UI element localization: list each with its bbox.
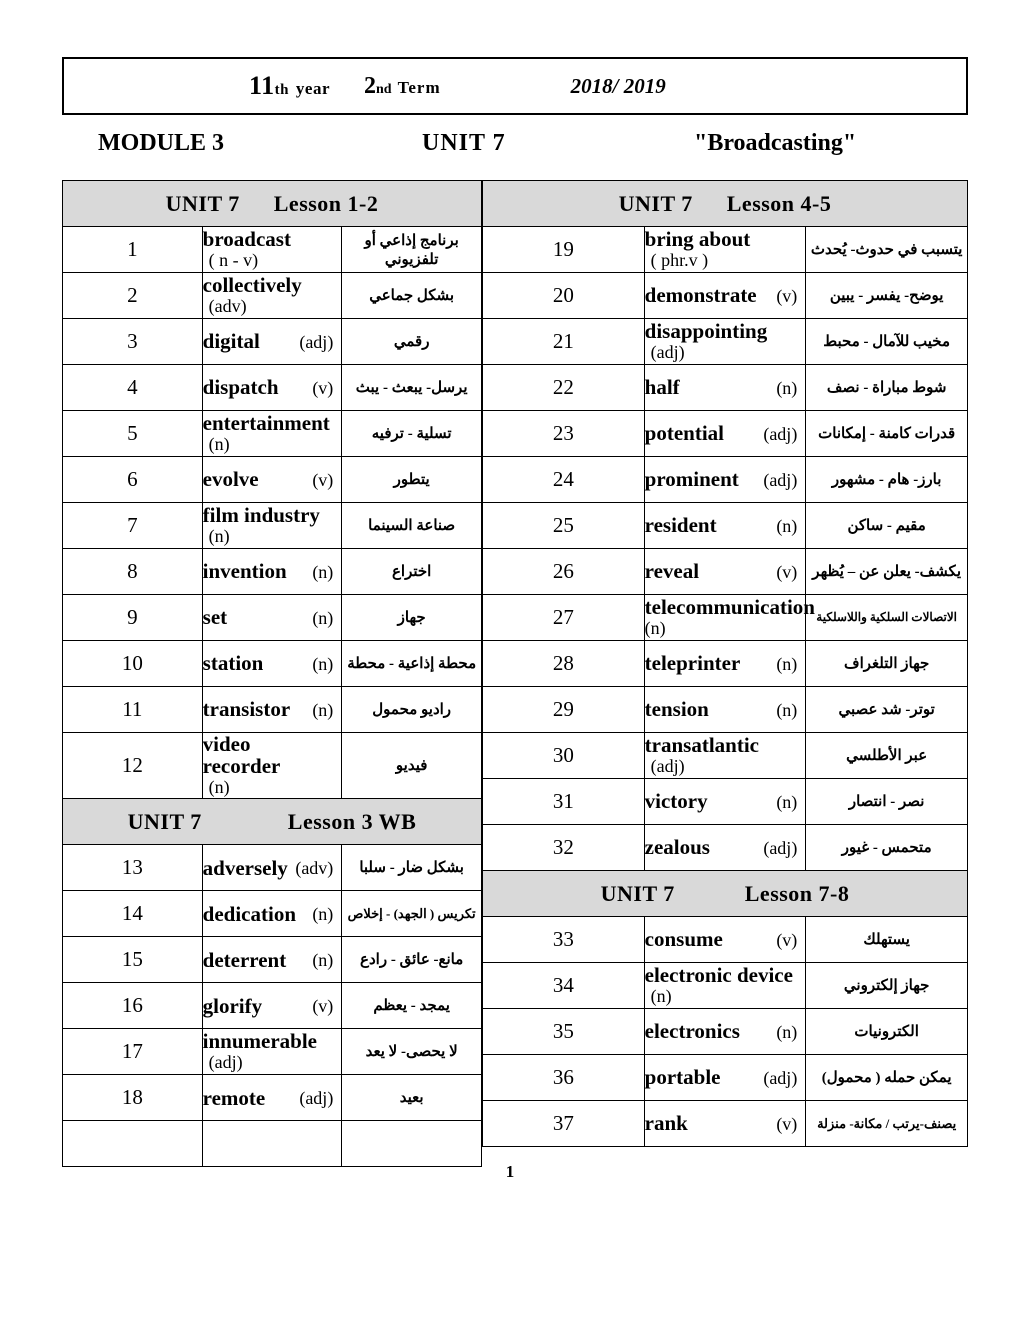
table-row	[63, 641, 482, 687]
row-word	[644, 594, 815, 641]
row-arabic: مقيم - ساكن	[806, 503, 968, 549]
word-english: potential	[644, 421, 724, 446]
row-word	[202, 273, 342, 319]
row-number: 11	[63, 687, 203, 733]
row-number: 29	[483, 687, 645, 733]
row-arabic: توتر- شد عصبي	[806, 687, 968, 733]
row-arabic: جهاز	[342, 595, 482, 641]
word-english: tension	[644, 697, 709, 722]
row-number: 33	[483, 917, 645, 963]
table-row	[483, 963, 968, 1009]
word-pos: ( n - v)	[208, 250, 259, 271]
word-english: invention	[202, 559, 287, 584]
table-row	[63, 365, 482, 411]
table-row	[63, 457, 482, 503]
row-number: 1	[63, 227, 203, 273]
table-row	[63, 1029, 482, 1075]
row-word	[644, 687, 806, 733]
row-arabic: يوضح- يفسر - يبين	[806, 273, 968, 319]
word-pos: (adj)	[208, 1052, 243, 1073]
row-arabic: مانع- عائق - رادع	[342, 937, 482, 983]
row-number: 27	[483, 595, 645, 641]
row-number: 32	[483, 825, 645, 871]
section-unit-label: UNIT 7	[618, 190, 693, 216]
word-english: evolve	[202, 467, 259, 492]
row-arabic: متحمس - غيور	[806, 825, 968, 871]
row-word	[644, 457, 806, 503]
row-word	[644, 641, 806, 687]
row-arabic: بشكل جماعي	[342, 273, 482, 319]
word-pos: (n)	[776, 699, 798, 720]
word-english: zealous	[644, 835, 710, 860]
table-row	[483, 319, 968, 365]
word-pos: (n)	[776, 791, 798, 812]
table-row	[483, 411, 968, 457]
row-word	[644, 503, 806, 549]
table-row	[483, 1055, 968, 1101]
table-row	[483, 641, 968, 687]
table-row	[483, 503, 968, 549]
word-english: disappointing	[644, 318, 768, 343]
table-row	[63, 227, 482, 273]
section-lesson-label: Lesson 1-2	[273, 190, 379, 216]
word-english: dedication	[202, 901, 296, 926]
word-english: consume	[644, 927, 723, 952]
row-number: 35	[483, 1009, 645, 1055]
word-english: resident	[644, 513, 717, 538]
row-number: 25	[483, 503, 645, 549]
row-word	[202, 1121, 342, 1167]
table-row	[63, 1075, 482, 1121]
table-row	[63, 549, 482, 595]
section-header-row	[483, 871, 968, 917]
row-number: 9	[63, 595, 203, 641]
row-number: 5	[63, 411, 203, 457]
row-word	[644, 733, 806, 779]
row-arabic: الكترونيات	[806, 1009, 968, 1055]
word-english: film industry	[202, 502, 320, 527]
word-pos: (adj)	[650, 342, 685, 363]
row-word	[202, 1029, 342, 1075]
row-arabic: بارز- هام - مشهور	[806, 457, 968, 503]
section-lesson-label: Lesson 3 WB	[287, 808, 417, 834]
word-pos: (adj)	[299, 331, 334, 352]
row-word	[644, 779, 806, 825]
row-word	[644, 963, 806, 1009]
row-word	[202, 937, 342, 983]
word-pos: (n)	[208, 526, 230, 547]
row-arabic: رقمي	[342, 319, 482, 365]
row-arabic: عبر الأطلسي	[806, 733, 968, 779]
row-number: 8	[63, 549, 203, 595]
word-pos: (n)	[312, 949, 334, 970]
table-row	[483, 687, 968, 733]
row-number: 34	[483, 963, 645, 1009]
row-word	[202, 595, 342, 641]
row-arabic: اختراع	[342, 549, 482, 595]
word-pos: (v)	[312, 377, 334, 398]
row-arabic: يمكن حمله ( محمول)	[806, 1055, 968, 1101]
row-number: 2	[63, 273, 203, 319]
row-number: 26	[483, 549, 645, 595]
section-header-row	[63, 181, 482, 227]
row-word	[202, 411, 342, 457]
word-pos: (n)	[776, 515, 798, 536]
row-number: 21	[483, 319, 645, 365]
row-number: 37	[483, 1101, 645, 1147]
row-number: 17	[63, 1029, 203, 1075]
section-unit-label: UNIT 7	[165, 190, 240, 216]
row-number: 14	[63, 891, 203, 937]
row-number: 31	[483, 779, 645, 825]
row-number	[63, 1121, 203, 1167]
row-arabic: الاتصالات السلكية واللاسلكية	[806, 595, 968, 641]
row-word	[202, 319, 342, 365]
word-english: digital	[202, 329, 260, 354]
table-row	[483, 365, 968, 411]
table-row	[63, 937, 482, 983]
word-pos: (n)	[312, 561, 334, 582]
word-english: transatlantic	[644, 732, 759, 757]
row-number: 36	[483, 1055, 645, 1101]
row-number: 19	[483, 227, 645, 273]
table-row	[63, 319, 482, 365]
row-word	[202, 549, 342, 595]
row-number: 20	[483, 273, 645, 319]
row-arabic: جهاز إلكتروني	[806, 963, 968, 1009]
word-pos: (n)	[312, 903, 334, 924]
word-pos: (adj)	[763, 469, 798, 490]
section-lesson-label: Lesson 4-5	[726, 190, 832, 216]
row-arabic: راديو محمول	[342, 687, 482, 733]
row-number: 28	[483, 641, 645, 687]
row-arabic: برنامج إذاعي أو تلفزيوني	[342, 227, 482, 273]
row-word	[202, 457, 342, 503]
row-arabic: يستهلك	[806, 917, 968, 963]
row-word	[202, 503, 342, 549]
row-arabic: قدرات كامنة - إمكانات	[806, 411, 968, 457]
row-word	[202, 845, 342, 891]
word-english: innumerable	[202, 1029, 317, 1054]
table-row	[63, 503, 482, 549]
table-row	[483, 457, 968, 503]
row-arabic: نصر - انتصار	[806, 779, 968, 825]
word-english: transistor	[202, 697, 291, 722]
table-row	[483, 917, 968, 963]
word-english: video recorder	[202, 732, 281, 779]
row-arabic: محطة إذاعية - محطة	[342, 641, 482, 687]
table-row	[63, 273, 482, 319]
table-row	[63, 595, 482, 641]
term-label	[364, 73, 441, 100]
word-english: broadcast	[202, 226, 291, 251]
word-pos: ( phr.v )	[650, 250, 709, 271]
word-english: teleprinter	[644, 651, 741, 676]
row-word	[644, 319, 806, 365]
row-word	[202, 227, 342, 273]
row-number: 22	[483, 365, 645, 411]
row-arabic: بشكل ضار - سلبا	[342, 845, 482, 891]
row-arabic: تسلية - ترفيه	[342, 411, 482, 457]
row-number: 7	[63, 503, 203, 549]
word-english: reveal	[644, 559, 700, 584]
word-english: victory	[644, 789, 708, 814]
word-pos: (n)	[312, 699, 334, 720]
row-arabic: يمجد - يعظم	[342, 983, 482, 1029]
word-english: remote	[202, 1085, 266, 1110]
topic-title: "Broadcasting"	[694, 130, 857, 156]
word-pos: (v)	[776, 285, 798, 306]
term-suffix: nd	[376, 81, 392, 97]
table-row	[63, 411, 482, 457]
word-pos: (adv)	[208, 296, 247, 317]
table-row-empty	[63, 1121, 482, 1167]
word-english: adversely	[202, 855, 288, 880]
word-english: set	[202, 605, 228, 630]
word-english: bring about	[644, 226, 751, 251]
word-english: electronics	[644, 1019, 740, 1044]
row-number: 4	[63, 365, 203, 411]
row-arabic: مخيب للآمال - محبط	[806, 319, 968, 365]
table-row	[483, 273, 968, 319]
page-number: 1	[505, 1162, 515, 1181]
title-row	[62, 128, 968, 168]
unit-title: UNIT 7	[422, 130, 506, 156]
word-english: half	[644, 375, 680, 400]
section-unit-label: UNIT 7	[600, 880, 675, 906]
word-pos: (v)	[776, 561, 798, 582]
word-english: prominent	[644, 467, 739, 492]
row-word	[644, 1101, 806, 1147]
row-arabic: بعيد	[342, 1075, 482, 1121]
word-pos: (n)	[650, 986, 672, 1007]
row-number: 15	[63, 937, 203, 983]
year-word: year	[295, 79, 331, 98]
word-pos: (adj)	[763, 1067, 798, 1088]
word-english: glorify	[202, 993, 263, 1018]
row-word	[202, 891, 342, 937]
row-number: 12	[63, 733, 203, 799]
row-arabic: يصنف-يرتب / مكانة- منزلة	[806, 1101, 968, 1147]
table-row	[483, 1009, 968, 1055]
table-row	[63, 983, 482, 1029]
term-number: 2	[364, 72, 377, 99]
word-pos: (n)	[312, 607, 334, 628]
row-word	[644, 825, 806, 871]
word-pos: (v)	[312, 995, 334, 1016]
word-english: portable	[644, 1065, 721, 1090]
row-word	[644, 365, 806, 411]
word-pos: (n)	[208, 777, 230, 798]
table-row	[483, 595, 968, 641]
row-word	[202, 733, 342, 799]
row-arabic: لا يحصى- لا يعد	[342, 1029, 482, 1075]
word-english: collectively	[202, 272, 302, 297]
year-number: 11	[249, 71, 275, 100]
row-number: 18	[63, 1075, 203, 1121]
table-row	[483, 549, 968, 595]
row-word	[644, 411, 806, 457]
section-header-lesson-1-2	[63, 181, 482, 227]
row-number: 30	[483, 733, 645, 779]
row-number: 24	[483, 457, 645, 503]
row-word	[202, 365, 342, 411]
word-pos: (n)	[312, 653, 334, 674]
section-lesson-label: Lesson 7-8	[744, 880, 850, 906]
word-pos: (adv)	[295, 857, 334, 878]
table-row	[483, 227, 968, 273]
vocabulary-table-right	[482, 180, 968, 1147]
row-arabic: شوط مباراة - نصف	[806, 365, 968, 411]
word-pos: (n)	[776, 377, 798, 398]
row-word	[644, 549, 806, 595]
row-word	[202, 641, 342, 687]
word-pos: (n)	[776, 653, 798, 674]
row-number: 16	[63, 983, 203, 1029]
row-word	[202, 687, 342, 733]
table-row	[63, 733, 482, 799]
table-row	[63, 687, 482, 733]
module-title: MODULE 3	[98, 130, 224, 156]
word-english: entertainment	[202, 410, 330, 435]
row-word	[644, 1009, 806, 1055]
word-pos: (v)	[776, 1113, 798, 1134]
section-header-lesson-4-5	[483, 181, 968, 227]
word-english: telecommunication	[644, 594, 815, 619]
word-pos: (adj)	[763, 423, 798, 444]
table-row	[63, 891, 482, 937]
section-header-lesson-7-8	[483, 871, 968, 917]
word-pos: (adj)	[650, 756, 685, 777]
row-arabic: يتطور	[342, 457, 482, 503]
header-banner	[62, 57, 968, 115]
row-arabic: جهاز التلغراف	[806, 641, 968, 687]
row-word	[644, 227, 806, 273]
row-word	[202, 1075, 342, 1121]
table-row	[63, 845, 482, 891]
section-header-lesson-3-wb	[63, 799, 482, 845]
word-english: electronic device	[644, 962, 793, 987]
row-number: 3	[63, 319, 203, 365]
row-arabic: تكريس ( الجهد) - إخلاص	[342, 891, 482, 937]
row-word	[644, 1055, 806, 1101]
word-english: station	[202, 651, 264, 676]
row-arabic: يتسبب في حدوث- يُحدث	[806, 227, 968, 273]
row-number: 13	[63, 845, 203, 891]
word-english: rank	[644, 1111, 688, 1136]
table-row	[483, 779, 968, 825]
table-row	[483, 1101, 968, 1147]
vocabulary-table-left	[62, 180, 482, 1167]
word-english: demonstrate	[644, 283, 757, 308]
row-word	[644, 917, 806, 963]
row-arabic: يرسل- يبعث - يبث	[342, 365, 482, 411]
row-word	[644, 273, 806, 319]
academic-year: 2018/ 2019	[570, 73, 666, 98]
row-word	[202, 983, 342, 1029]
word-english: deterrent	[202, 947, 287, 972]
row-number: 10	[63, 641, 203, 687]
row-number: 6	[63, 457, 203, 503]
row-number: 23	[483, 411, 645, 457]
word-pos: (v)	[312, 469, 334, 490]
word-pos: (v)	[776, 929, 798, 950]
word-pos: (adj)	[299, 1087, 334, 1108]
term-word: Term	[397, 77, 441, 97]
section-unit-label: UNIT 7	[127, 808, 202, 834]
table-row	[483, 733, 968, 779]
word-pos: (n)	[776, 1021, 798, 1042]
row-arabic: فيديو	[342, 733, 482, 799]
word-pos: (n)	[208, 434, 230, 455]
table-row	[483, 825, 968, 871]
word-pos: (n)	[644, 618, 666, 639]
year-label	[249, 71, 330, 101]
word-english: dispatch	[202, 375, 279, 400]
section-header-row	[483, 181, 968, 227]
row-arabic: يكشف- يعلن عن – يُظهر	[806, 549, 968, 595]
row-arabic: صناعة السينما	[342, 503, 482, 549]
section-header-row	[63, 799, 482, 845]
year-suffix: th	[274, 82, 289, 98]
word-pos: (adj)	[763, 837, 798, 858]
row-arabic	[342, 1121, 482, 1167]
